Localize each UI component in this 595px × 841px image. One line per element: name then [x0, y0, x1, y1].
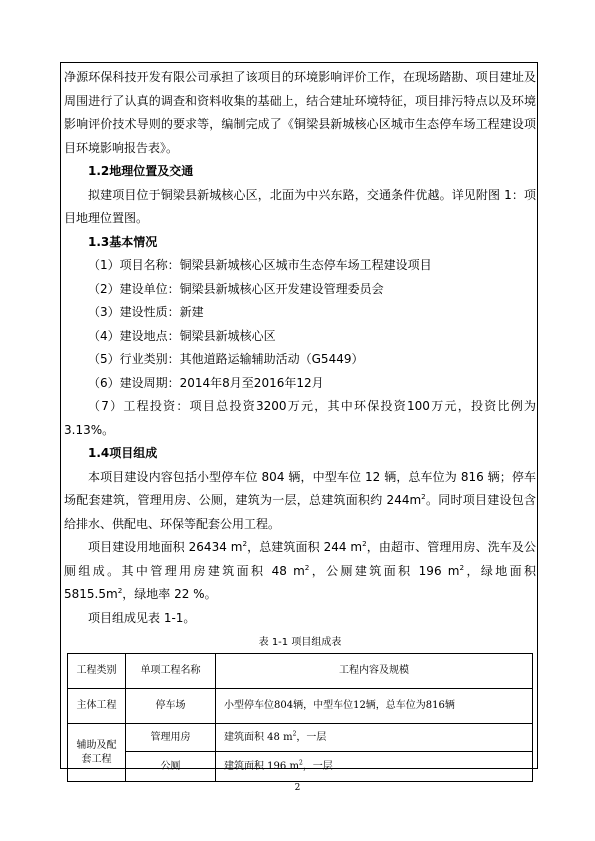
section-heading-1-2: 1.2地理位置及交通 [88, 164, 194, 178]
text-span: ，由超市、管理用房、洗车及公厕组成。其中管理用房建筑面积 48 m [64, 540, 536, 578]
document-body [64, 66, 536, 782]
table-row [68, 724, 533, 752]
text-span: ，一层 [296, 731, 327, 743]
basic-info-item: （4）建设地点：铜梁县新城核心区 [88, 328, 276, 343]
superscript: 2 [298, 759, 303, 767]
text-span: 建筑面积 196 m [224, 760, 299, 772]
row-name: 管理用房 [126, 724, 216, 752]
superscript: 2 [421, 492, 426, 501]
composition-paragraph-2 [64, 536, 536, 607]
composition-paragraph-3: 项目组成见表 1-1。 [88, 610, 196, 625]
row-category: 主体工程 [68, 689, 126, 724]
basic-info-item: （7）工程投资：项目总投资3200万元，其中环保投资100万元，投资比例为3.13%。 [64, 399, 536, 437]
table-caption: 表 1-1 项目组成表 [258, 637, 342, 648]
row-name: 公厕 [126, 752, 216, 782]
header-name: 单项工程名称 [126, 654, 216, 689]
basic-info-item: （5）行业类别：其他道路运输辅助活动（G5449） [88, 352, 364, 366]
superscript: 2 [117, 586, 123, 595]
superscript: 2 [292, 730, 297, 738]
row-name: 停车场 [126, 689, 216, 724]
text-span: ，绿地率 22 %。 [122, 587, 217, 601]
superscript: 2 [304, 562, 310, 572]
section-1-2-body: 拟建项目位于铜梁县新城核心区，北面为中兴东路，交通条件优越。详见附图 1：项目地理位置图。 [64, 187, 536, 225]
header-content: 工程内容及规模 [216, 654, 533, 689]
text-span: ，总建筑面积 244 m [247, 540, 363, 554]
basic-info-item: （6）建设周期：2014年8月至2016年12月 [88, 375, 324, 390]
text-span: ，绿地面积 5815.5m [64, 563, 536, 601]
project-composition-table [67, 653, 533, 782]
header-category: 工程类别 [68, 654, 126, 689]
row-content [216, 724, 533, 752]
intro-paragraph: 净源环保科技开发有限公司承担了该项目的环境影响评价工作，在现场踏勘、项目建址及周围进行了认真的调查和资料收集的基础上，结合建址环境特征，项目排污特点以及环境影响评价技术导则的要求等，编制完成了《铜梁县新城核心区城市生态停车场工程建设项目环境影响报告表》。 [64, 70, 536, 155]
table-header-row [68, 654, 533, 689]
superscript: 2 [459, 562, 465, 572]
superscript: 2 [362, 539, 367, 548]
section-heading-1-4: 1.4项目组成 [88, 446, 158, 460]
superscript: 2 [242, 539, 248, 548]
text-span: 项目建设用地面积 26434 m [88, 540, 243, 554]
text-span: ，一层 [302, 760, 333, 772]
composition-paragraph-1 [64, 466, 536, 537]
table-row [68, 689, 533, 724]
text-span: 本项目建设内容包括小型停车位 804 辆，中型车位 12 辆，总车位为 816 辆；停车场配套建筑，管理用房、公厕，建筑为一层，总建筑面积约 244m [64, 469, 536, 507]
table-row [68, 752, 533, 782]
page-number: 2 [294, 783, 301, 793]
basic-info-item: （2）建设单位：铜梁县新城核心区开发建设管理委员会 [88, 281, 384, 296]
basic-info-item: （3）建设性质：新建 [88, 305, 204, 319]
row-content: 小型停车位804辆，中型车位12辆，总车位为816辆 [216, 689, 533, 724]
text-span: ，公厕建筑面积 196 m [309, 563, 460, 578]
text-span: 建筑面积 48 m [224, 731, 293, 743]
text-span: 。同时项目建设包含给排水、供配电、环保等配套公用工程。 [64, 493, 536, 531]
basic-info-item: （1）项目名称：铜梁县新城核心区城市生态停车场工程建设项目 [88, 258, 432, 272]
row-content [216, 752, 533, 782]
row-category: 辅助及配套工程 [68, 724, 126, 782]
section-heading-1-3: 1.3基本情况 [88, 234, 158, 249]
